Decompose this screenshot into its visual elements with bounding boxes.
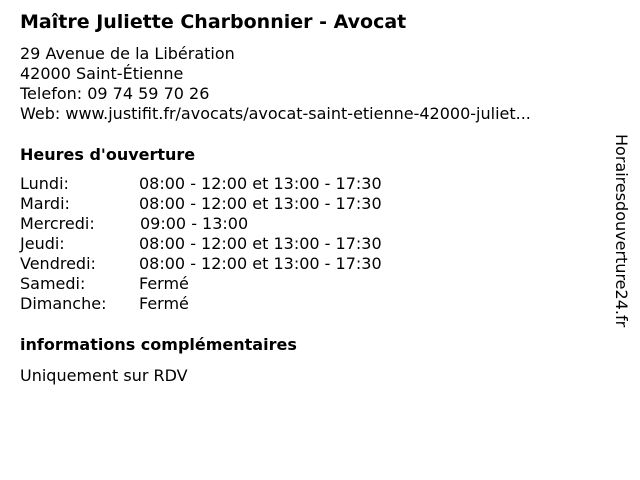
- time-value: Fermé: [139, 274, 189, 293]
- time-value: 08:00 - 12:00 et 13:00 - 17:30: [139, 194, 382, 213]
- day-label: Vendredi:: [20, 254, 96, 273]
- watermark-text: Horairesdouverture24.fr: [612, 134, 631, 328]
- time-value: 09:00 - 13:00: [140, 214, 249, 233]
- extra-info-heading: informations complémentaires: [20, 335, 297, 354]
- phone-number: Telefon: 09 74 59 70 26: [20, 84, 210, 103]
- hours-heading: Heures d'ouverture: [20, 145, 196, 164]
- time-value: 08:00 - 12:00 et 13:00 - 17:30: [139, 174, 382, 193]
- extra-info-note: Uniquement sur RDV: [20, 366, 188, 385]
- hours-row: [20, 254, 382, 274]
- day-label: Jeudi:: [20, 234, 65, 253]
- street-address: 29 Avenue de la Libération: [20, 44, 235, 63]
- website-link[interactable]: Web: www.justifit.fr/avocats/avocat-saint-etienne-42000-juliet...: [20, 104, 531, 123]
- hours-row: [20, 174, 382, 194]
- day-label: Mercredi:: [20, 214, 95, 233]
- time-value: 08:00 - 12:00 et 13:00 - 17:30: [139, 234, 382, 253]
- hours-row: [20, 274, 382, 294]
- time-value: Fermé: [139, 294, 189, 313]
- contact-info: [20, 44, 531, 124]
- hours-row: [20, 194, 382, 214]
- hours-row: [20, 234, 382, 254]
- page-title: Maître Juliette Charbonnier - Avocat: [20, 11, 407, 33]
- hours-list: [20, 174, 382, 314]
- hours-row: [20, 214, 382, 234]
- day-label: Lundi:: [20, 174, 69, 193]
- day-label: Mardi:: [20, 194, 70, 213]
- city-address: 42000 Saint-Étienne: [20, 64, 184, 83]
- time-value: 08:00 - 12:00 et 13:00 - 17:30: [139, 254, 382, 273]
- hours-row: [20, 294, 382, 314]
- day-label: Dimanche:: [20, 294, 107, 313]
- day-label: Samedi:: [20, 274, 86, 293]
